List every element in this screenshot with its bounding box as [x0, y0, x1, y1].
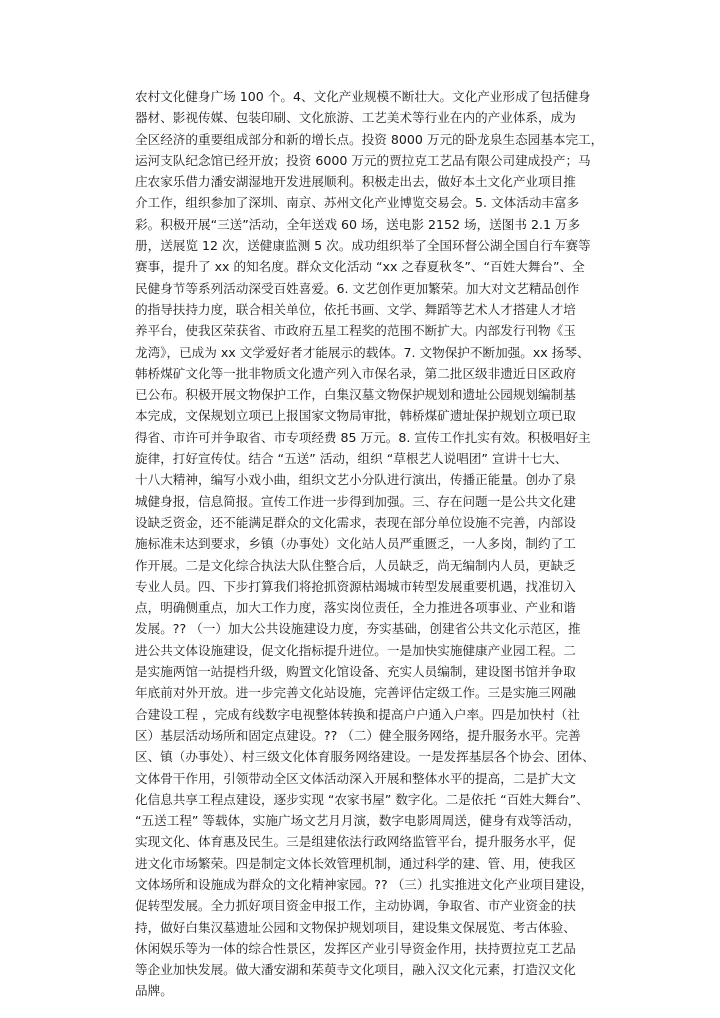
text-line: 民健身节等系列活动深受百姓喜爱。6. 文艺创作更加繁荣。加大对文艺精品创作	[135, 280, 580, 296]
text-line: 实现文化、体育惠及民生。三是组建依法行政网络监管平台，提升服务水平，促	[135, 834, 576, 850]
text-line: 持，做好白集汉墓遗址公园和文物保护规划项目，建设集文保展览、考古体验、	[135, 919, 576, 935]
text-line: 发展。?? （一）加大公共设施建设力度，夯实基础，创建省公共文化示范区，推	[135, 621, 581, 637]
text-line: 旋律，打好宣传仗。结合 “五送” 活动，组织 “草根艺人说唱团” 宣讲十七大、	[135, 451, 568, 467]
text-line: 运河支队纪念馆已经开放；投资 6000 万元的贾拉克工艺品有限公司建成投产；马	[135, 152, 591, 168]
text-line: 全区经济的重要组成部分和新的增长点。投资 8000 万元的卧龙泉生态园基本完工，	[135, 131, 604, 147]
text-line: 施标准未达到要求，乡镇（办事处）文化站人员严重匮乏，一人多岗，制约了工	[135, 536, 576, 552]
text-line: 龙湾》，已成为 xx 文学爱好者才能展示的载体。7. 文物保护不断加强。xx 扬琴、	[135, 344, 590, 360]
text-line: 化信息共享工程点建设，逐步实现 “农家书屋” 数字化。二是依托 “百姓大舞台”、	[135, 791, 589, 807]
text-line: 本完成，文保规划立项已上报国家文物局审批，韩桥煤矿遗址保护规划立项已取	[135, 408, 576, 424]
text-line: 文体骨干作用，引领带动全区文体活动深入开展和整体水平的提高，二是扩大文	[135, 770, 576, 786]
text-line: 年底前对外开放。进一步完善文化站设施，完善评估定级工作。三是实施三网融	[135, 685, 576, 701]
text-line: 城健身报，信息简报。宣传工作进一步得到加强。三、存在问题一是公共文化建	[135, 493, 576, 509]
text-line: 介工作，组织参加了深圳、南京、苏州文化产业博览交易会。5. 文体活动丰富多	[135, 195, 580, 211]
text-line: 韩桥煤矿文化等一批非物质文化遗产列入市保名录，第二批区级非遗近日区政府	[135, 365, 576, 381]
text-line: 十八大精神，编写小戏小曲，组织文艺小分队进行演出，传播正能量。创办了泉	[135, 472, 576, 488]
text-line: 促转型发展。全力抓好项目资金申报工作，主动协调，争取省、市产业资金的扶	[135, 898, 576, 914]
text-line: 休闲娱乐等为一体的综合性景区，发挥区产业引导资金作用，扶持贾拉克工艺品	[135, 940, 576, 956]
text-line: 农村文化健身广场 100 个。4、文化产业规模不断壮大。文化产业形成了包括健身	[135, 89, 591, 104]
text-line: 进公共文体设施建设，促文化指标提升进位。一是加快实施健康产业园工程。二	[135, 642, 576, 658]
document-body	[135, 86, 605, 1002]
text-line: 的指导扶持力度，联合相关单位，依托书画、文学、舞蹈等艺术人才搭建人才培	[135, 301, 576, 317]
text-line: 点，明确侧重点，加大工作力度，落实岗位责任，全力推进各项事业、产业和谐	[135, 600, 576, 616]
text-line: 文体场所和设施成为群众的文化精神家园。?? （三）扎实推进文化产业项目建设，	[135, 876, 594, 892]
text-line: 赛事，提升了 xx 的知名度。群众文化活动 “xx 之春夏秋冬”、“百姓大舞台”、全	[135, 259, 585, 275]
text-line: 已公布。积极开展文物保护工作，白集汉墓文物保护规划和遗址公园规划编制基	[135, 387, 576, 403]
text-line: 器材、影视传媒、包装印刷、文化旅游、工艺美术等行业在内的产业体系，成为	[135, 110, 576, 126]
text-line: 彩。积极开展“三送”活动，全年送戏 60 场，送电影 2152 场，送图书 2.1 万多	[135, 216, 581, 232]
text-line: 等企业加快发展。做大潘安湖和茱萸寺文化项目，融入汉文化元素，打造汉文化	[135, 962, 576, 978]
text-line: 合建设工程 ，完成有线数字电视整体转换和提高户户通入户率。四是加快村（社	[135, 706, 580, 722]
text-line: 庄农家乐借力潘安湖湿地开发进展顺利。积极走出去，做好本土文化产业项目推	[135, 174, 576, 190]
text-line: 册，送展览 12 次，送健康监测 5 次。成功组织举了全国环督公湖全国自行车赛等	[135, 238, 591, 254]
text-line: 设缺乏资金，还不能满足群众的文化需求，表现在部分单位设施不完善，内部设	[135, 514, 576, 530]
text-line: 进文化市场繁荣。四是制定文体长效管理机制，通过科学的建、管、用，使我区	[135, 855, 576, 871]
text-line: 品牌。	[135, 983, 173, 999]
text-line: 作开展。二是文化综合执法大队住整合后，人员缺乏，尚无编制内人员，更缺乏	[135, 557, 576, 573]
text-line: 是实施两馆一站提档升级，购置文化馆设备、充实人员编制，建设图书馆并争取	[135, 664, 576, 680]
text-line: 养平台，使我区荣获省、市政府五星工程奖的范围不断扩大。内部发行刊物《玉	[135, 323, 576, 339]
text-line: 专业人员。四、下步打算我们将抢抓资源枯竭城市转型发展重要机遇，找准切入	[135, 578, 576, 594]
text-line: “五送工程” 等载体，实施广场文艺月月演，数字电影周周送，健身有戏等活动，	[135, 813, 581, 829]
text-line: 区、镇（办事处）、村三级文化体育服务网络建设。一是发挥基层各个协会、团体、	[135, 749, 595, 765]
text-line: 区）基层活动场所和固定点建设。?? （二）健全服务网络，提升服务水平。完善	[135, 727, 581, 743]
text-line: 得省、市许可并争取省、市专项经费 85 万元。8. 宣传工作扎实有效。积极唱好主	[135, 429, 591, 445]
